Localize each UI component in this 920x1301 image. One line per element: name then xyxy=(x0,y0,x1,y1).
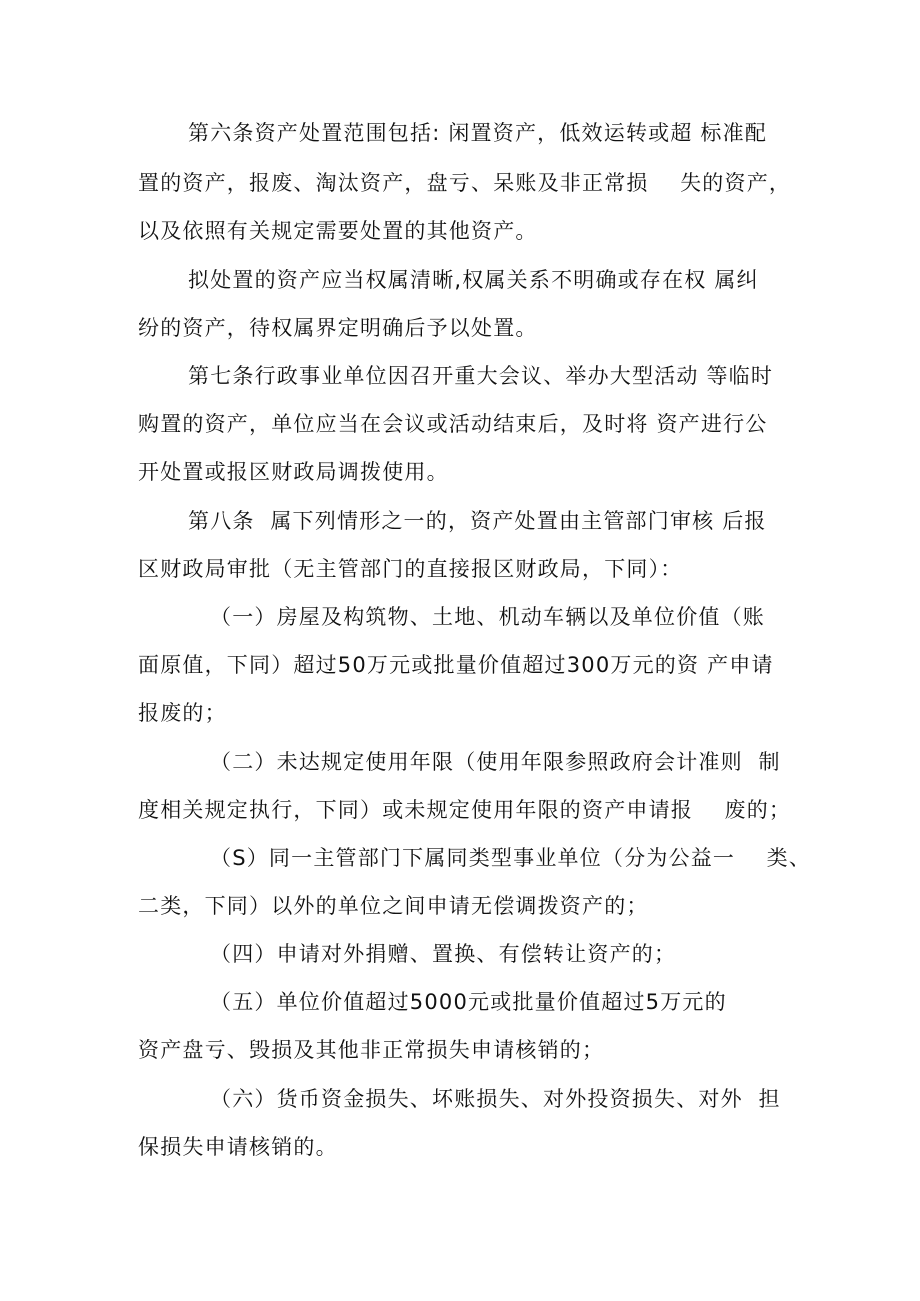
article-7-line-2: 购置的资产，单位应当在会议或活动结束后，及时将 资产进行公 xyxy=(138,412,768,436)
article-8-line-1: 第八条 属下列情形之一的，资产处置由主管部门审核 后报 xyxy=(188,509,767,533)
item-3-line-1: （S）同一主管部门下属同类型事业单位（分为公益一 类、 xyxy=(210,846,812,870)
item-2-line-2: 度相关规定执行，下同）或未规定使用年限的资产申请报 废的； xyxy=(138,798,792,822)
article-6-note-line-2: 纷的资产，待权属界定明确后予以处置。 xyxy=(138,316,538,340)
article-7-line-3: 开处置或报区财政局调拨使用。 xyxy=(138,460,449,484)
item-5-line-2: 资产盘亏、毁损及其他非正常损失申请核销的； xyxy=(138,1038,605,1062)
item-6-line-1: （六）货币资金损失、坏账损失、对外投资损失、对外 担 xyxy=(210,1087,781,1111)
article-6-line-1: 第六条资产处置范围包括: 闲置资产，低效运转或超 标准配 xyxy=(188,121,768,145)
article-7-line-1: 第七条行政事业单位因召开重大会议、举办大型活动 等临时 xyxy=(188,364,774,388)
article-6-note-line-1: 拟处置的资产应当权属清晰,权属关系不明确或存在权 属纠 xyxy=(188,268,759,292)
item-1-line-1: （一）房屋及构筑物、土地、机动车辆以及单位价值（账 xyxy=(210,605,765,629)
article-8-line-2: 区财政局审批（无主管部门的直接报区财政局，下同）： xyxy=(138,557,683,581)
article-6-line-3: 以及依照有关规定需要处置的其他资产。 xyxy=(138,219,538,243)
item-6-line-2: 保损失申请核销的。 xyxy=(138,1135,338,1159)
item-3-line-2: 二类，下同）以外的单位之间申请无偿调拨资产的； xyxy=(138,894,649,918)
item-1-line-2: 面原值，下同）超过50万元或批量价值超过300万元的资 产申请 xyxy=(138,653,774,677)
article-6-line-2: 置的资产，报废、淘汰资产，盘亏、呆账及非正常损 失的资产， xyxy=(138,171,792,195)
item-1-line-3: 报废的； xyxy=(138,701,227,725)
item-5-line-1: （五）单位价值超过5000元或批量价值超过5万元的 xyxy=(210,990,727,1014)
item-4-line-1: （四）申请对外捐赠、置换、有偿转让资产的； xyxy=(210,942,677,966)
item-2-line-1: （二）未达规定使用年限（使用年限参照政府会计准则 制 xyxy=(210,750,781,774)
